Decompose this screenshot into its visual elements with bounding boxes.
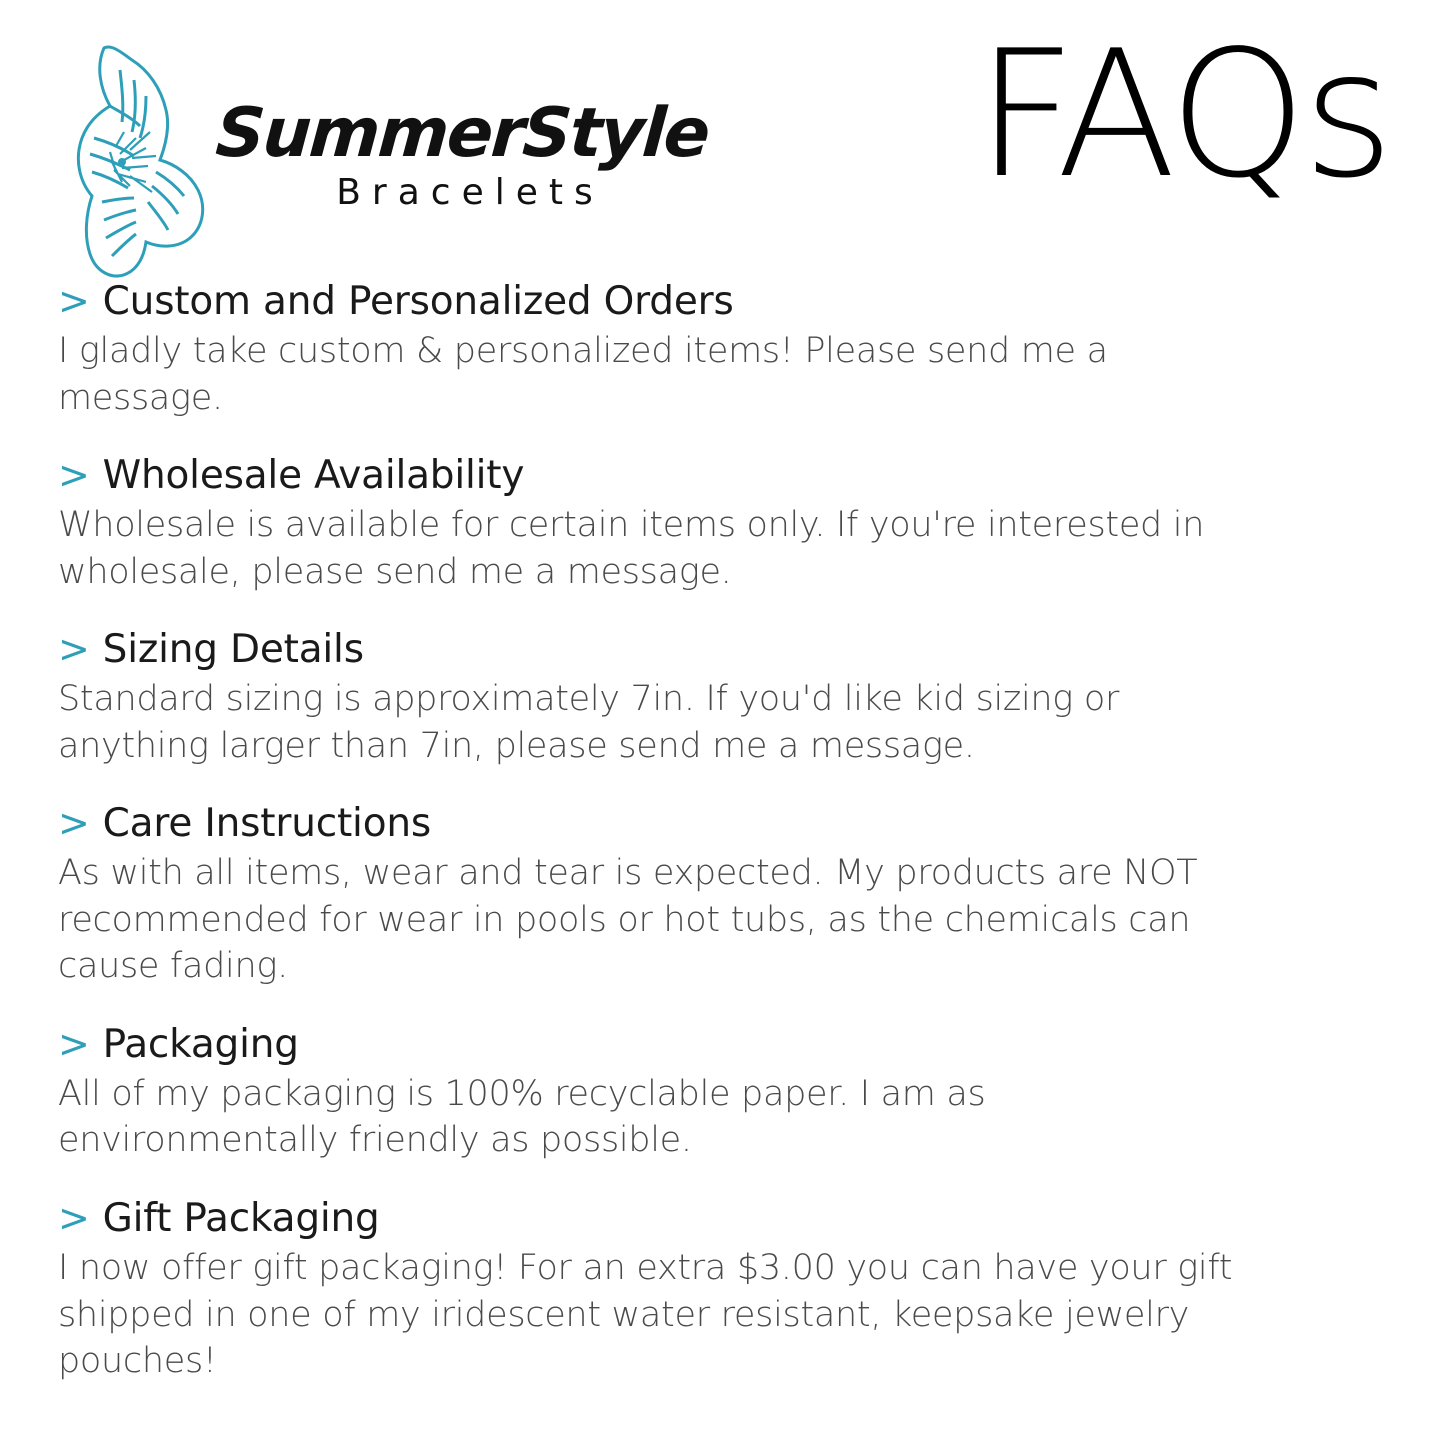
chevron-right-icon: > <box>58 627 90 672</box>
brand-subtitle: Bracelets <box>336 172 604 214</box>
faq-answer: Wholesale is available for certain items only. If you're interested in wholesale, please send me a message. <box>58 505 1205 592</box>
chevron-right-icon: > <box>58 453 90 498</box>
faq-question[interactable] <box>58 453 1385 498</box>
faq-question-label: Custom and Personalized Orders <box>102 279 734 324</box>
faq-item <box>58 627 1385 769</box>
faq-item <box>58 279 1385 421</box>
faq-question-label: Wholesale Availability <box>102 453 525 499</box>
faq-item <box>58 1196 1385 1385</box>
faq-answer: I gladly take custom & personalized items! Please send me a message. <box>58 331 1108 418</box>
faq-item <box>58 1022 1385 1164</box>
page-header <box>0 0 1445 285</box>
faq-question-label: Sizing Details <box>102 627 364 673</box>
chevron-right-icon: > <box>58 279 90 323</box>
faq-answer: I now offer gift packaging! For an extra $3.00 you can have your gift shipped in one of my iridescent water resistant, keepsake jewelry pouches! <box>58 1248 1233 1382</box>
faq-item <box>58 801 1385 990</box>
faq-question[interactable] <box>58 279 1385 324</box>
faq-question[interactable] <box>58 1022 1385 1067</box>
faq-question-label: Gift Packaging <box>102 1196 380 1242</box>
faq-question[interactable] <box>58 627 1385 672</box>
faq-answer: As with all items, wear and tear is expected. My products are NOT recommended for wear in pools or hot tubs, as the chemicals can cause fading. <box>58 853 1198 987</box>
faq-question[interactable] <box>58 801 1385 846</box>
chevron-right-icon: > <box>58 1021 90 1066</box>
chevron-right-icon: > <box>58 1196 90 1241</box>
faq-answer: Standard sizing is approximately 7in. If you'd like kid sizing or anything larger than 7in, please send me a message. <box>58 679 1120 766</box>
faq-answer: All of my packaging is 100% recyclable paper. I am as environmentally friendly as possible. <box>58 1073 986 1161</box>
chevron-right-icon: > <box>58 801 90 846</box>
faq-list <box>0 279 1445 1385</box>
starfish-icon <box>60 26 210 281</box>
brand-text <box>213 93 711 214</box>
brand-logo <box>60 20 711 275</box>
faq-item <box>58 453 1385 595</box>
brand-name: SummerStyle <box>213 93 711 173</box>
page-title: FAQs <box>975 14 1390 217</box>
faq-question-label: Care Instructions <box>102 801 431 847</box>
faq-question[interactable] <box>58 1196 1385 1241</box>
faq-question-label: Packaging <box>102 1021 299 1067</box>
